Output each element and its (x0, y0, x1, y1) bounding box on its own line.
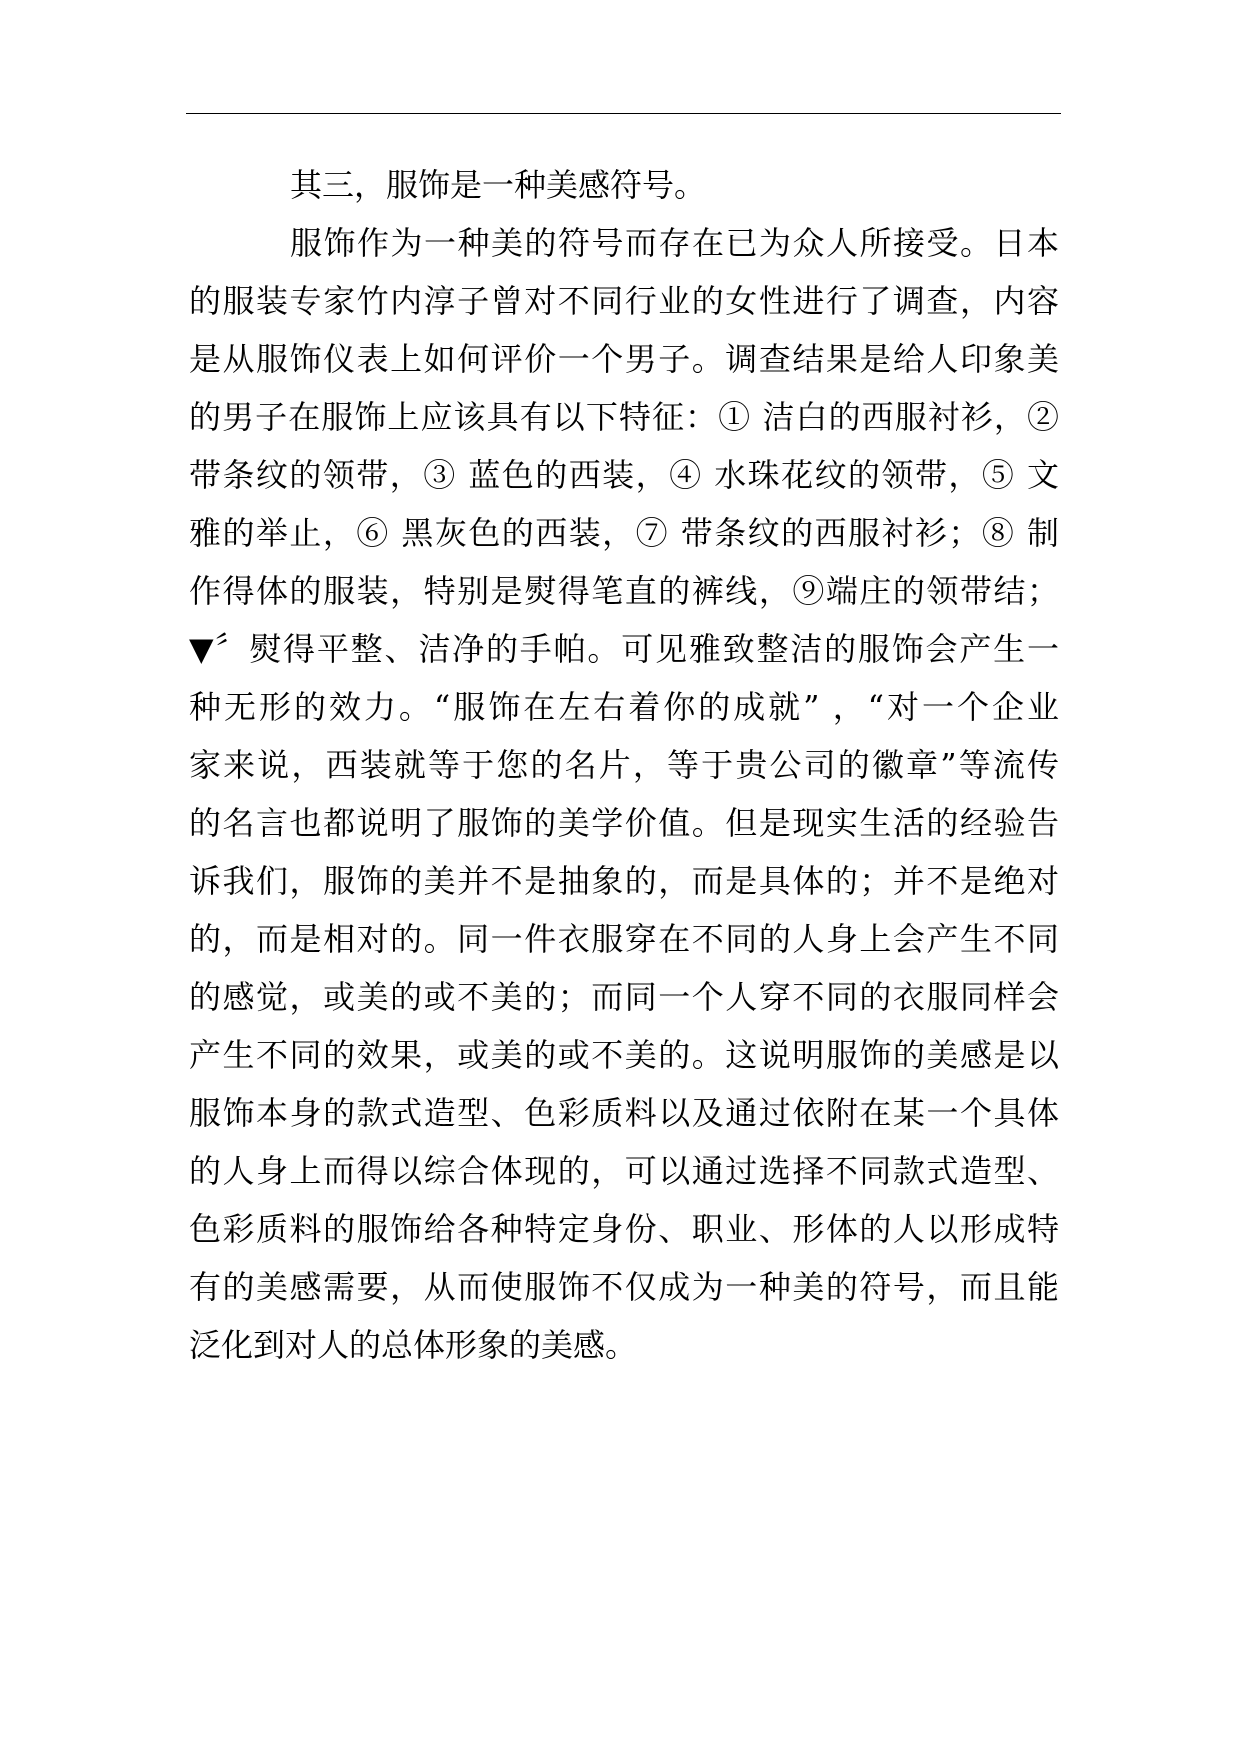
paragraph-line-10: 家来说，西装就等于您的名片，等于贵公司的徽章”等流传 (189, 746, 1059, 784)
paragraph-line-16: 服饰本身的款式造型、色彩质料以及通过依附在某一个具体 (189, 1094, 1059, 1132)
paragraph-line-2: 的服装专家竹内淳子曾对不同行业的女性进行了调查，内容 (189, 282, 1059, 320)
paragraph-line-3: 是从服饰仪表上如何评价一个男子。调查结果是给人印象美 (189, 340, 1059, 378)
paragraph-line-17: 的人身上而得以综合体现的，可以通过选择不同款式造型、 (189, 1152, 1059, 1190)
paragraph-line-6: 雅的举止，⑥ 黑灰色的西装，⑦ 带条纹的西服衬衫；⑧ 制 (189, 514, 1059, 552)
paragraph-line-9: 种无形的效力。“服饰在左右着你的成就” ，“对一个企业 (189, 688, 1059, 726)
paragraph-line-8: ▼〞熨得平整、洁净的手帕。可见雅致整洁的服饰会产生一 (189, 630, 1059, 668)
paragraph-line-1: 服饰作为一种美的符号而存在已为众人所接受。日本 (290, 224, 1059, 262)
paragraph-line-11: 的名言也都说明了服饰的美学价值。但是现实生活的经验告 (189, 804, 1059, 842)
section-heading: 其三，服饰是一种美感符号。 (290, 166, 707, 204)
paragraph-line-5: 带条纹的领带，③ 蓝色的西装，④ 水珠花纹的领带，⑤ 文 (189, 456, 1059, 494)
header-rule (186, 113, 1061, 114)
paragraph-line-14: 的感觉，或美的或不美的；而同一个人穿不同的衣服同样会 (189, 978, 1059, 1016)
paragraph-line-7: 作得体的服装，特别是熨得笔直的裤线，⑨端庄的领带结； (189, 572, 1059, 610)
paragraph-line-20: 泛化到对人的总体形象的美感。 (189, 1326, 638, 1364)
paragraph-line-19: 有的美感需要，从而使服饰不仅成为一种美的符号，而且能 (189, 1268, 1059, 1306)
paragraph-line-4: 的男子在服饰上应该具有以下特征：① 洁白的西服衬衫，② (189, 398, 1059, 436)
paragraph-line-12: 诉我们，服饰的美并不是抽象的，而是具体的；并不是绝对 (189, 862, 1059, 900)
paragraph-line-13: 的，而是相对的。同一件衣服穿在不同的人身上会产生不同 (189, 920, 1059, 958)
paragraph-line-18: 色彩质料的服饰给各种特定身份、职业、形体的人以形成特 (189, 1210, 1059, 1248)
paragraph-line-15: 产生不同的效果，或美的或不美的。这说明服饰的美感是以 (189, 1036, 1059, 1074)
